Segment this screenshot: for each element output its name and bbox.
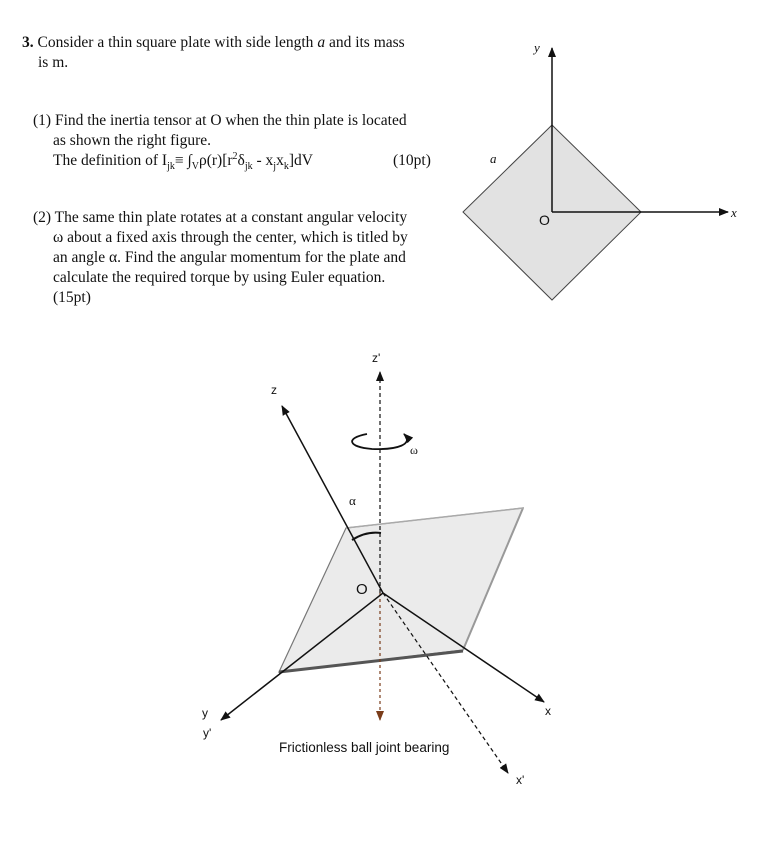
x-label: x <box>545 704 551 718</box>
part1-line2: as shown the right figure. <box>53 132 211 149</box>
omega-label: ω <box>410 443 418 457</box>
tilted-plate <box>279 508 523 672</box>
figure1-square-plate <box>463 48 728 300</box>
y-label: y <box>202 706 208 720</box>
part2-line1: (2) The same thin plate rotates at a constant angular velocity <box>33 209 408 226</box>
inertia-definition: The definition of $I_{jk}\equiv \int_V\rho(r)[r^2\delta_{jk} - x_jx_k]dV$ <box>53 150 313 173</box>
part2-line3: an angle α. Find the angular momentum for the plate and <box>53 249 406 266</box>
figure2-origin-label: O <box>356 581 368 598</box>
x-prime-label: x' <box>516 773 525 787</box>
alpha-label: α <box>349 493 356 508</box>
z-label: z <box>271 383 277 397</box>
y-prime-label: y' <box>203 726 212 740</box>
part2-line5: (15pt) <box>53 289 91 306</box>
part2-line2: ω about a fixed axis through the center, which is titled by <box>53 229 408 246</box>
figure1-y-label: y <box>534 40 540 55</box>
part1-line1: (1) Find the inertia tensor at O when the thin plate is located <box>33 112 407 129</box>
part1-points: (10pt) <box>393 152 431 169</box>
problem-intro-line1: 3. Consider a thin square plate with side length a and its mass <box>22 34 405 51</box>
problem-number: 3. <box>22 34 34 51</box>
figure1-a-label: a <box>490 151 497 166</box>
figure1-origin-label: O <box>539 212 550 228</box>
z-prime-label: z' <box>372 351 381 365</box>
part2-line4: calculate the required torque by using Euler equation. <box>53 269 386 286</box>
bearing-label: Frictionless ball joint bearing <box>279 740 450 755</box>
figure2-tilted-plate <box>221 372 544 773</box>
side-variable: a <box>317 34 326 51</box>
figure1-x-label: x <box>731 205 737 220</box>
problem-intro-line2: is m. <box>38 54 69 71</box>
